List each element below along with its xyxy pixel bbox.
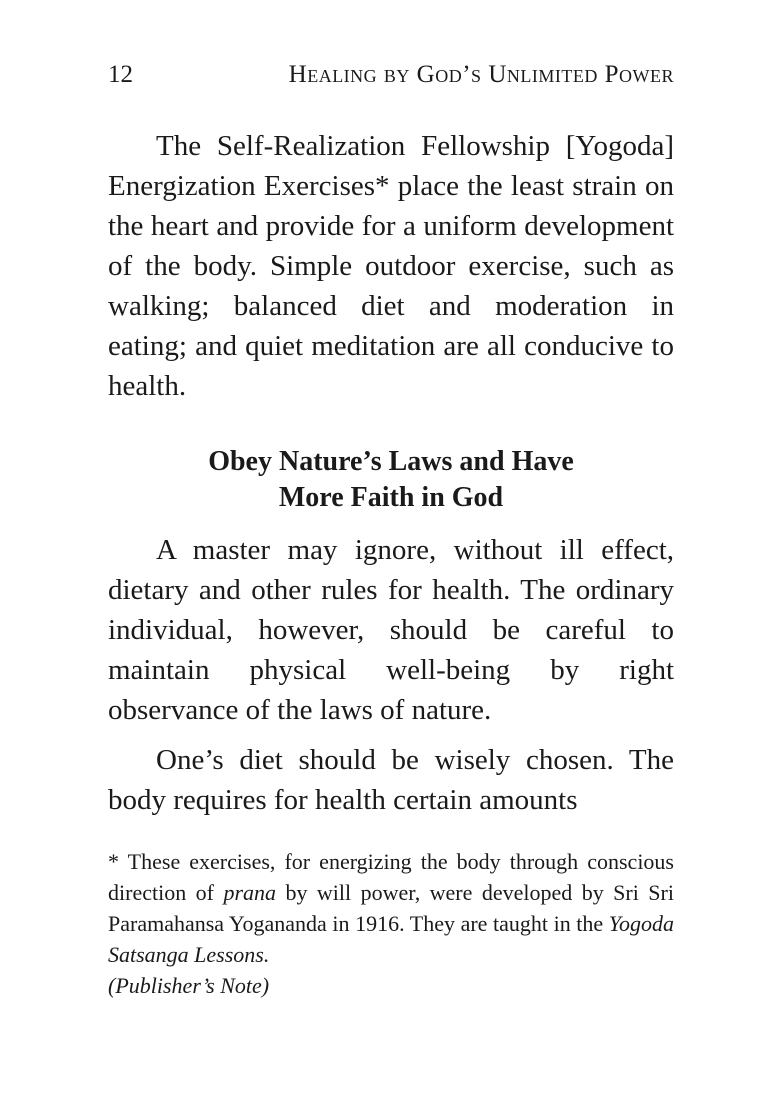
paragraph-master: A master may ignore, without ill effect, dietary and other rules for health. The ordinary individual, however, should be careful to maintain physical well-being by right observance of the laws of nature.	[108, 534, 674, 726]
footnote-italic-prana: prana	[223, 880, 276, 905]
running-header	[108, 60, 674, 90]
footnote-text-2: by will power, were developed by Sri Sri Paramahansa Yogananda in 1916. They are taught in the	[108, 880, 674, 936]
body-text	[108, 126, 674, 820]
section-heading	[108, 444, 674, 516]
footnote-text-1: * These exercises, for energizing the body through conscious direction of	[108, 849, 674, 905]
running-title: Healing by God’s Unlimited Power	[288, 61, 674, 88]
footnote-italic-lessons: Yogoda Satsanga Lessons.	[108, 911, 674, 967]
section-heading-line-2: More Faith in God	[278, 482, 504, 513]
footnote-publishers-note: (Publisher’s Note)	[108, 973, 270, 998]
page-number: 12	[108, 61, 133, 88]
book-page	[108, 60, 674, 1001]
footnote	[108, 846, 674, 1001]
paragraph-energization: The Self-Realization Fellowship [Yogoda] Energization Exercises* place the least strain on the heart and provide for a uniform development of the body. Simple outdoor exercise, such as walking; balanced diet and moderation in eating; and quiet meditation are all conducive to health.	[108, 130, 674, 402]
paragraph-diet: One’s diet should be wisely chosen. The body requires for health certain amounts	[108, 744, 674, 816]
section-heading-line-1: Obey Nature’s Laws and Have	[208, 446, 574, 477]
